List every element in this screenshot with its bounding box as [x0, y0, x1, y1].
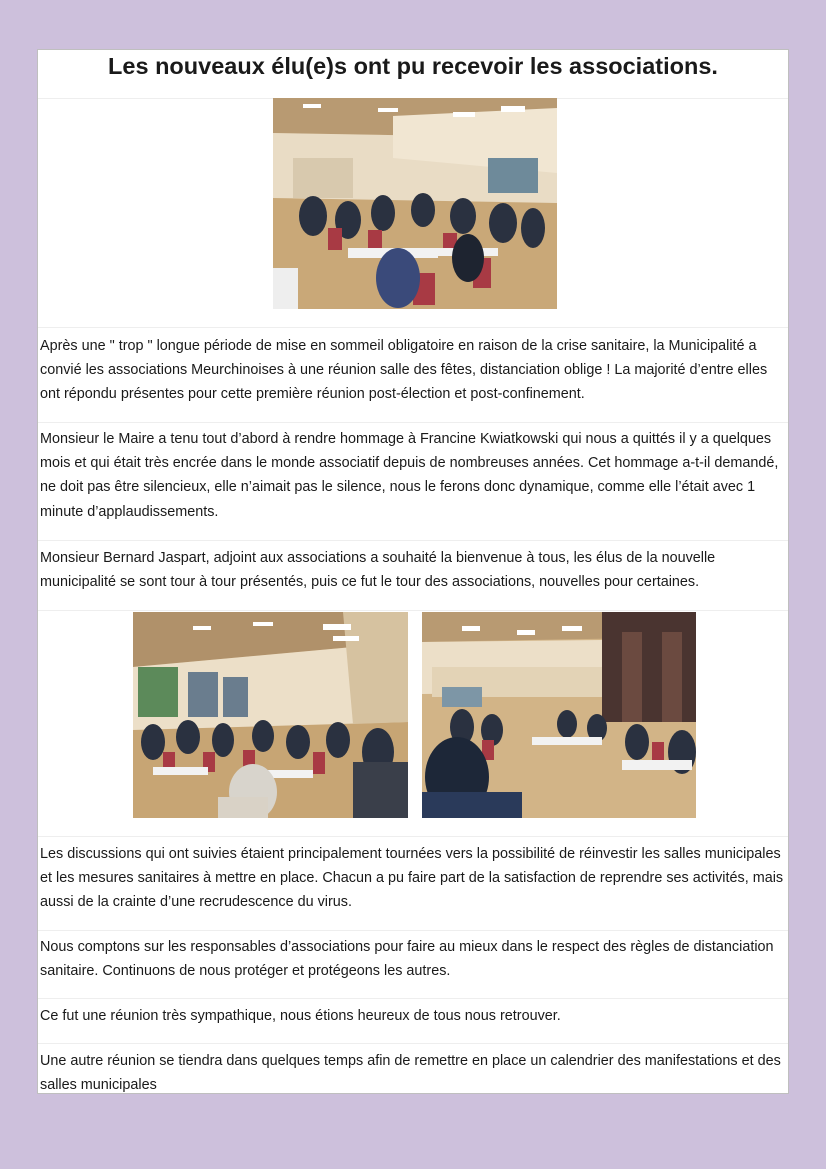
divider [38, 327, 788, 328]
paragraph-6: Ce fut une réunion très sympathique, nous étions heureux de tous nous retrouver. [40, 1008, 561, 1024]
divider [38, 998, 788, 999]
paragraph-5: Nous comptons sur les responsables d’associations pour faire au mieux dans le respect des règles de distanciation sanitaire. Continuons de nous protéger et protégeons les autres. [40, 939, 774, 980]
meeting-hall-photo [133, 612, 408, 818]
article-page [37, 49, 789, 1094]
divider [38, 930, 788, 931]
divider [38, 422, 788, 423]
meeting-hall-photo [273, 98, 557, 309]
meeting-hall-photo [422, 612, 696, 818]
meeting-photo-1 [273, 98, 557, 309]
divider [38, 540, 788, 541]
divider [38, 610, 788, 611]
article-title: Les nouveaux élu(e)s ont pu recevoir les associations. [108, 53, 718, 79]
meeting-photo-2 [133, 612, 408, 818]
paragraph-3: Monsieur Bernard Jaspart, adjoint aux associations a souhaité la bienvenue à tous, les élus de la nouvelle municipalité se sont tour à tour présentés, puis ce fut le tour des associations, nouvelles pour certaines. [40, 550, 716, 591]
paragraph-7: Une autre réunion se tiendra dans quelques temps afin de remettre en place un calendrier des manifestations et des salles municipales [40, 1053, 781, 1094]
divider [38, 1043, 788, 1044]
paragraph-1: Après une " trop " longue période de mise en sommeil obligatoire en raison de la crise sanitaire, la Municipalité a convié les associations Meurchinoises à une réunion salle des fêtes, distanciation oblige ! La majorité d’entre elles ont répondu présentes pour cette première réunion post-élection et post-confinement. [40, 338, 768, 403]
paragraph-4: Les discussions qui ont suivies étaient principalement tournées vers la possibilité de réinvestir les salles municipales et les mesures sanitaires à mettre en place. Chacun a pu faire part de la satisfaction de reprendre ses activités, mais aussi de la crainte d’une recrudescence du virus. [40, 846, 784, 911]
divider [38, 836, 788, 837]
meeting-photo-3 [422, 612, 696, 818]
paragraph-2: Monsieur le Maire a tenu tout d’abord à rendre hommage à Francine Kwiatkowski qui nous a quittés il y a quelques mois et qui était très encrée dans le monde associatif depuis de nombreuses années. Cet hommage a-t-il demandé, ne doit pas être silencieux, elle n’aimait pas le silence, nous le ferons donc dynamique, comme elle l’était avec 1 minute d’applaudissements. [40, 431, 779, 520]
